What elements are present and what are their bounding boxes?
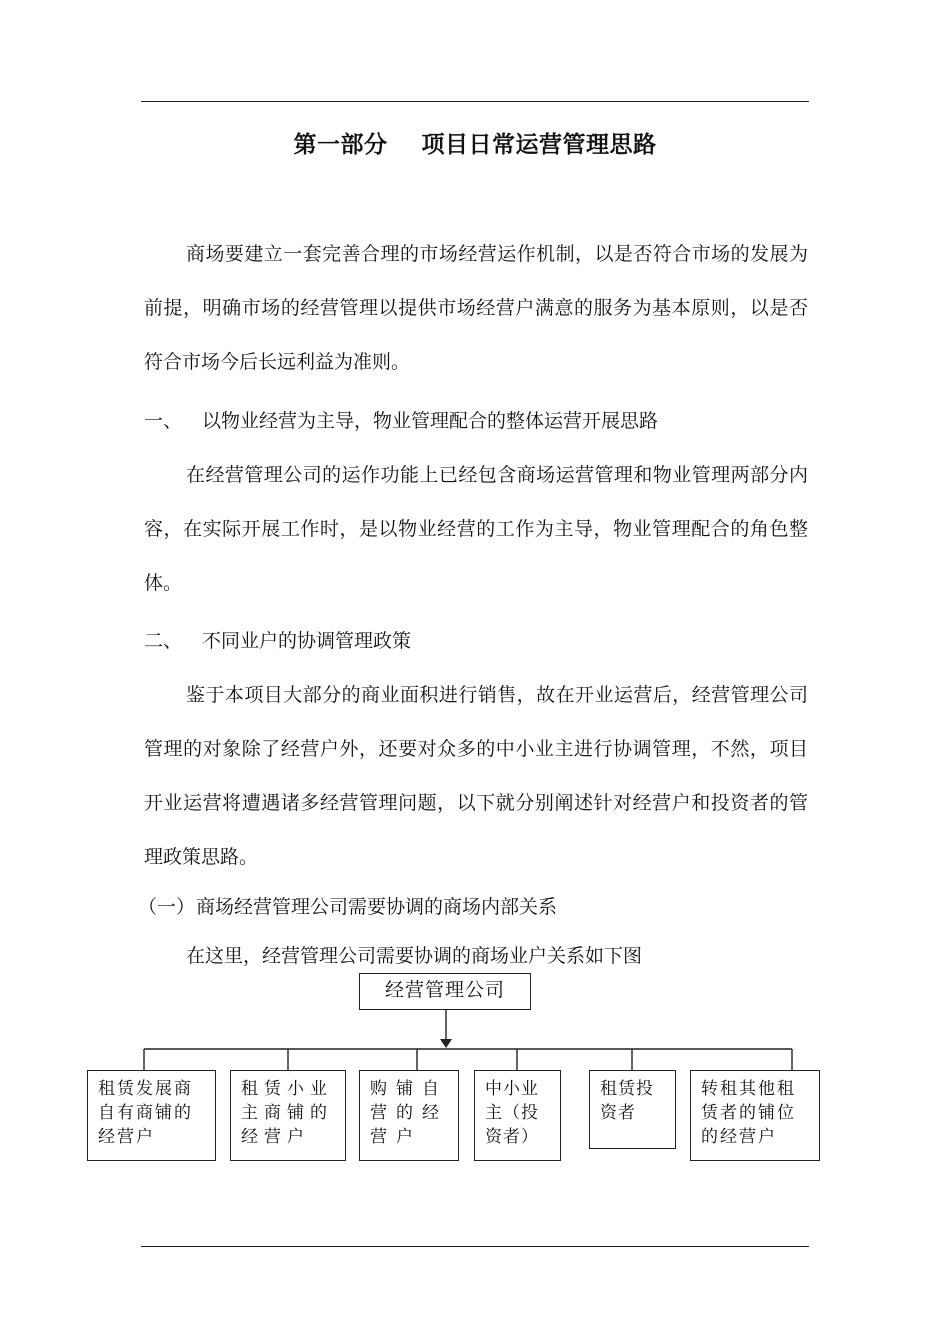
node-3-line-1: 购铺自	[370, 1079, 448, 1099]
org-chart-node-6	[690, 1070, 820, 1161]
org-chart-node-5	[589, 1070, 676, 1149]
org-chart-node-4	[474, 1070, 561, 1161]
org-chart-root-box	[359, 973, 531, 1010]
subsection-1-lead: 在这里，经营管理公司需要协调的商场业户关系如下图	[186, 945, 643, 967]
section-2-title: 不同业户的协调管理政策	[202, 630, 412, 652]
arrow-down-icon	[440, 1039, 452, 1048]
org-chart-root-label: 经营管理公司	[384, 979, 505, 1001]
footer-rule	[141, 1246, 809, 1247]
section-2-paragraph: 鉴于本项目大部分的商业面积进行销售，故在开业运营后，经营管理公司管理的对象除了经营户外，还要对众多的中小业主进行协调管理，不然，项目开业运营将遭遇诸多经营管理问题，以下就分别阐述针对经营户和投资者的管理政策思路。	[144, 684, 808, 868]
intro-paragraph: 商场要建立一套完善合理的市场经营运作机制，以是否符合市场的发展为前提，明确市场的经营管理以提供市场经营户满意的服务为基本原则，以是否符合市场今后长远利益为准则。	[144, 243, 808, 373]
header-rule	[141, 101, 809, 102]
document-body	[138, 227, 808, 982]
node-6-line-3: 的经营户	[701, 1127, 777, 1147]
org-chart-node-1	[87, 1070, 216, 1161]
section-1-number: 一、	[144, 410, 183, 432]
node-5-line-2: 资者	[600, 1103, 636, 1123]
subsection-1-title: 商场经营管理公司需要协调的商场内部关系	[196, 896, 558, 918]
page-title: 第一部分 项目日常运营管理思路	[293, 132, 657, 158]
subsection-1-heading	[138, 884, 808, 930]
node-1-line-3: 经营户	[98, 1127, 155, 1147]
section-1-paragraph: 在经营管理公司的运作功能上已经包含商场运营管理和物业管理两部分内容，在实际开展工作时，是以物业经营的工作为主导，物业管理配合的角色整体。	[144, 464, 808, 594]
node-5-line-1: 租赁投	[600, 1079, 654, 1099]
node-3-line-3: 营户	[370, 1127, 422, 1147]
node-6-line-2: 赁者的铺位	[701, 1103, 796, 1123]
node-4-line-1: 中小业	[485, 1079, 539, 1099]
node-4-line-2: 主（投	[485, 1103, 539, 1123]
node-6-line-1: 转租其他租	[701, 1079, 796, 1099]
node-4-line-3: 资者）	[485, 1127, 539, 1147]
section-2-number: 二、	[144, 630, 183, 652]
node-3-line-2: 营的经	[370, 1103, 448, 1123]
node-1-line-1: 租赁发展商	[98, 1079, 193, 1099]
node-1-line-2: 自有商铺的	[98, 1103, 193, 1123]
org-chart-node-3	[359, 1070, 459, 1161]
node-2-line-3: 经营户	[241, 1127, 310, 1147]
node-2-line-1: 租赁小业	[241, 1079, 333, 1099]
section-1-title: 以物业经营为主导，物业管理配合的整体运营开展思路	[202, 410, 659, 432]
org-chart-node-2	[230, 1070, 346, 1161]
node-2-line-2: 主商铺的	[241, 1103, 333, 1123]
section-1-heading	[144, 394, 808, 448]
subsection-1-number: （一）	[138, 896, 196, 918]
section-2-heading	[144, 614, 808, 668]
